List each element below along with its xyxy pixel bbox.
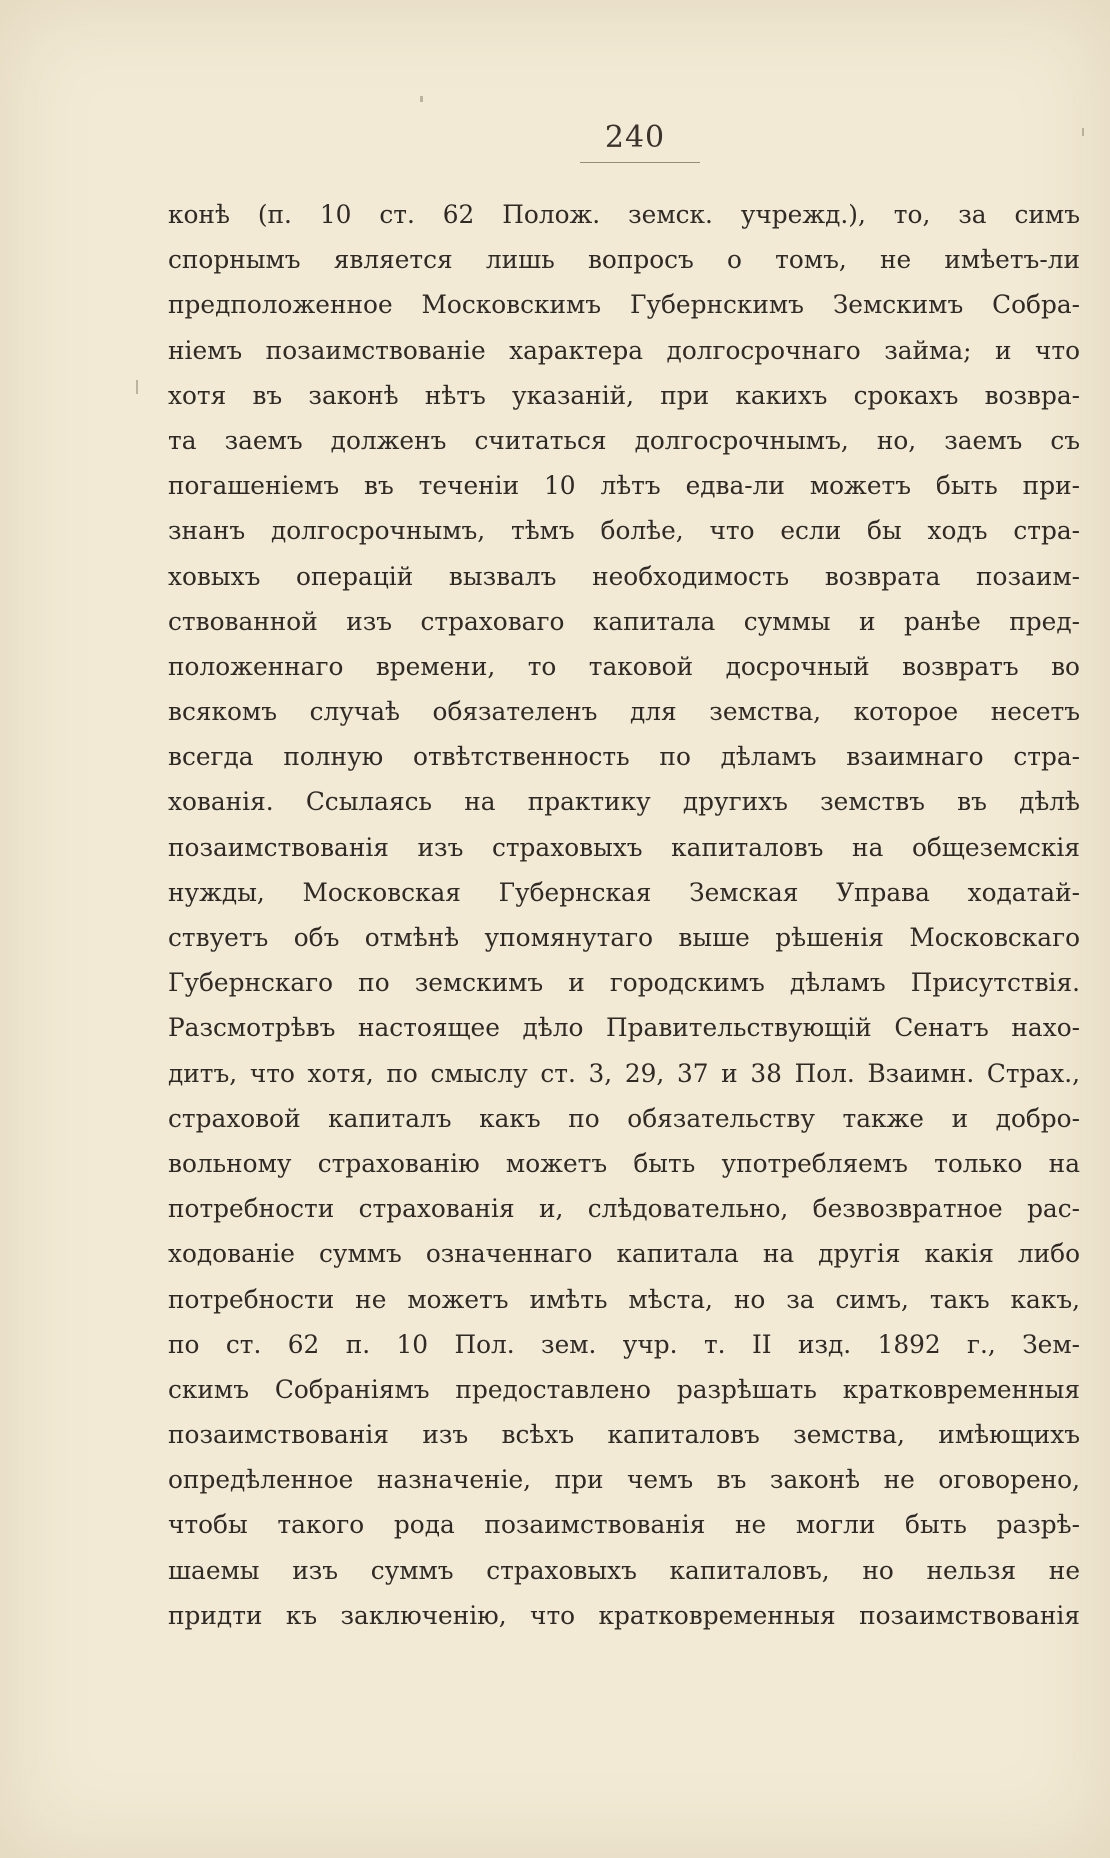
- text-line: страховой капиталъ какъ по обязательству также и добро-: [168, 1103, 1080, 1133]
- text-line: ходованіе суммъ означеннаго капитала на другія какія либо: [168, 1239, 1080, 1269]
- text-line: спорнымъ является лишь вопросъ о томъ, не имѣетъ-ли: [168, 245, 1080, 275]
- text-line: потребности не можетъ имѣть мѣста, но за симъ, такъ какъ,: [168, 1284, 1080, 1314]
- text-line: позаимствованія изъ страховыхъ капиталовъ на общеземскія: [168, 832, 1080, 862]
- text-line: конѣ (п. 10 ст. 62 Полож. земск. учрежд.), то, за симъ: [168, 200, 1080, 229]
- text-line: позаимствованія изъ всѣхъ капиталовъ земства, имѣющихъ: [168, 1420, 1080, 1450]
- page-number: 240: [604, 120, 666, 155]
- text-line: всегда полную отвѣтственность по дѣламъ взаимнаго стра-: [168, 742, 1080, 772]
- text-line: дитъ, что хотя, по смыслу ст. 3, 29, 37 и 38 Пол. Взаимн. Страх.,: [168, 1058, 1080, 1088]
- text-line: нужды, Московская Губернская Земская Управа ходатай-: [168, 877, 1080, 907]
- text-line: та заемъ долженъ считаться долгосрочнымъ, но, заемъ съ: [168, 425, 1080, 455]
- scan-speck: [420, 96, 423, 102]
- text-line: шаемы изъ суммъ страховыхъ капиталовъ, но нельзя не: [168, 1555, 1080, 1585]
- text-line: Губернскаго по земскимъ и городскимъ дѣламъ Присутствія.: [168, 968, 1080, 998]
- scan-speck: [1082, 128, 1084, 136]
- text-line: чтобы такого рода позаимствованія не могли быть разрѣ-: [168, 1510, 1080, 1540]
- text-line: по ст. 62 п. 10 Пол. зем. учр. т. II изд. 1892 г., Зем-: [168, 1329, 1080, 1359]
- text-line: опредѣленное назначеніе, при чемъ въ законѣ не оговорено,: [168, 1465, 1080, 1495]
- text-line: скимъ Собраніямъ предоставлено разрѣшать кратковременныя: [168, 1374, 1080, 1404]
- text-line: положеннаго времени, то таковой досрочный возвратъ во: [168, 651, 1080, 681]
- text-line: ствуетъ объ отмѣнѣ упомянутаго выше рѣшенія Московскаго: [168, 923, 1080, 952]
- text-line: ніемъ позаимствованіе характера долгосрочнаго займа; и что: [168, 335, 1080, 365]
- text-line: ховыхъ операцій вызвалъ необходимость возврата позаим-: [168, 561, 1080, 591]
- text-line: всякомъ случаѣ обязателенъ для земства, которое несетъ: [168, 697, 1080, 727]
- text-line: хотя въ законѣ нѣтъ указаній, при какихъ срокахъ возвра-: [168, 380, 1080, 410]
- text-line: знанъ долгосрочнымъ, тѣмъ болѣе, что если бы ходъ стра-: [168, 516, 1080, 546]
- text-line: Разсмотрѣвъ настоящее дѣло Правительствующій Сенатъ нахо-: [168, 1013, 1080, 1043]
- text-line: придти къ заключенію, что кратковременныя позаимствованія: [168, 1600, 1080, 1630]
- page-number-rule: [580, 162, 700, 163]
- text-line: погашеніемъ въ теченіи 10 лѣтъ едва-ли можетъ быть при-: [168, 471, 1080, 501]
- text-line: вольному страхованію можетъ быть употребляемъ только на: [168, 1148, 1080, 1178]
- text-line: хованія. Ссылаясь на практику другихъ земствъ въ дѣлѣ: [168, 787, 1080, 817]
- scan-speck: [136, 380, 138, 394]
- text-line: предположенное Московскимъ Губернскимъ Земскимъ Собра-: [168, 290, 1080, 320]
- text-line: потребности страхованія и, слѣдовательно, безвозвратное рас-: [168, 1194, 1080, 1224]
- text-line: ствованной изъ страховаго капитала суммы и ранѣе пред-: [168, 606, 1080, 636]
- body-text: [168, 192, 1080, 1638]
